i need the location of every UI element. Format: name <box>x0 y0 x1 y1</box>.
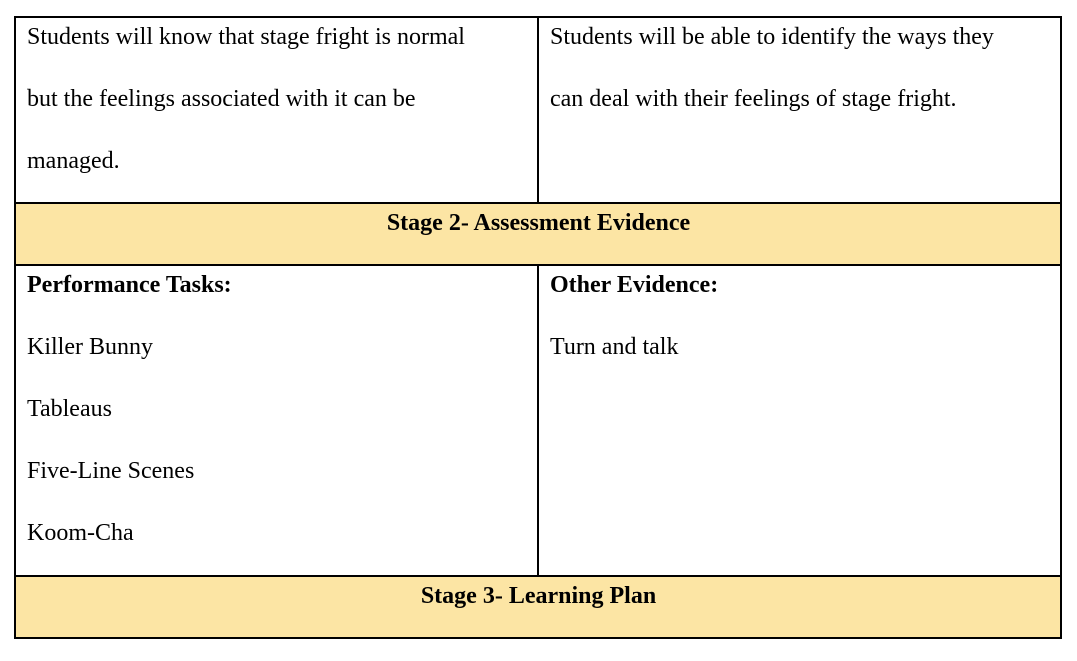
understandings-row <box>15 17 1061 203</box>
list-item: Turn and talk <box>550 334 679 360</box>
list-item: Five-Line Scenes <box>27 458 195 484</box>
performance-tasks-content <box>27 254 527 564</box>
stage2-title: Stage 2- Assessment Evidence <box>386 210 691 236</box>
performance-tasks-cell <box>15 265 538 576</box>
other-evidence-cell <box>538 265 1061 576</box>
text-line: can deal with their feelings of stage fright. <box>550 86 957 112</box>
performance-tasks-heading: Performance Tasks: <box>27 272 232 298</box>
other-evidence-heading: Other Evidence: <box>550 272 719 298</box>
stage3-title: Stage 3- Learning Plan <box>420 583 657 609</box>
students-will-be-able-cell <box>538 17 1061 203</box>
stage3-header-cell <box>15 576 1061 638</box>
text-line: Students will know that stage fright is normal <box>27 24 465 50</box>
students-will-know-cell <box>15 17 538 203</box>
other-evidence-content <box>550 254 1050 378</box>
assessment-evidence-row <box>15 265 1061 576</box>
students-will-be-able-text <box>550 6 1050 130</box>
list-item: Koom-Cha <box>27 520 134 546</box>
text-line: managed. <box>27 148 120 174</box>
text-line: but the feelings associated with it can be <box>27 86 416 112</box>
stage3-header-row <box>15 576 1061 638</box>
students-will-know-text <box>27 6 527 192</box>
list-item: Killer Bunny <box>27 334 153 360</box>
lesson-plan-table <box>14 16 1062 639</box>
list-item: Tableaus <box>27 396 112 422</box>
text-line: Students will be able to identify the ways they <box>550 24 994 50</box>
